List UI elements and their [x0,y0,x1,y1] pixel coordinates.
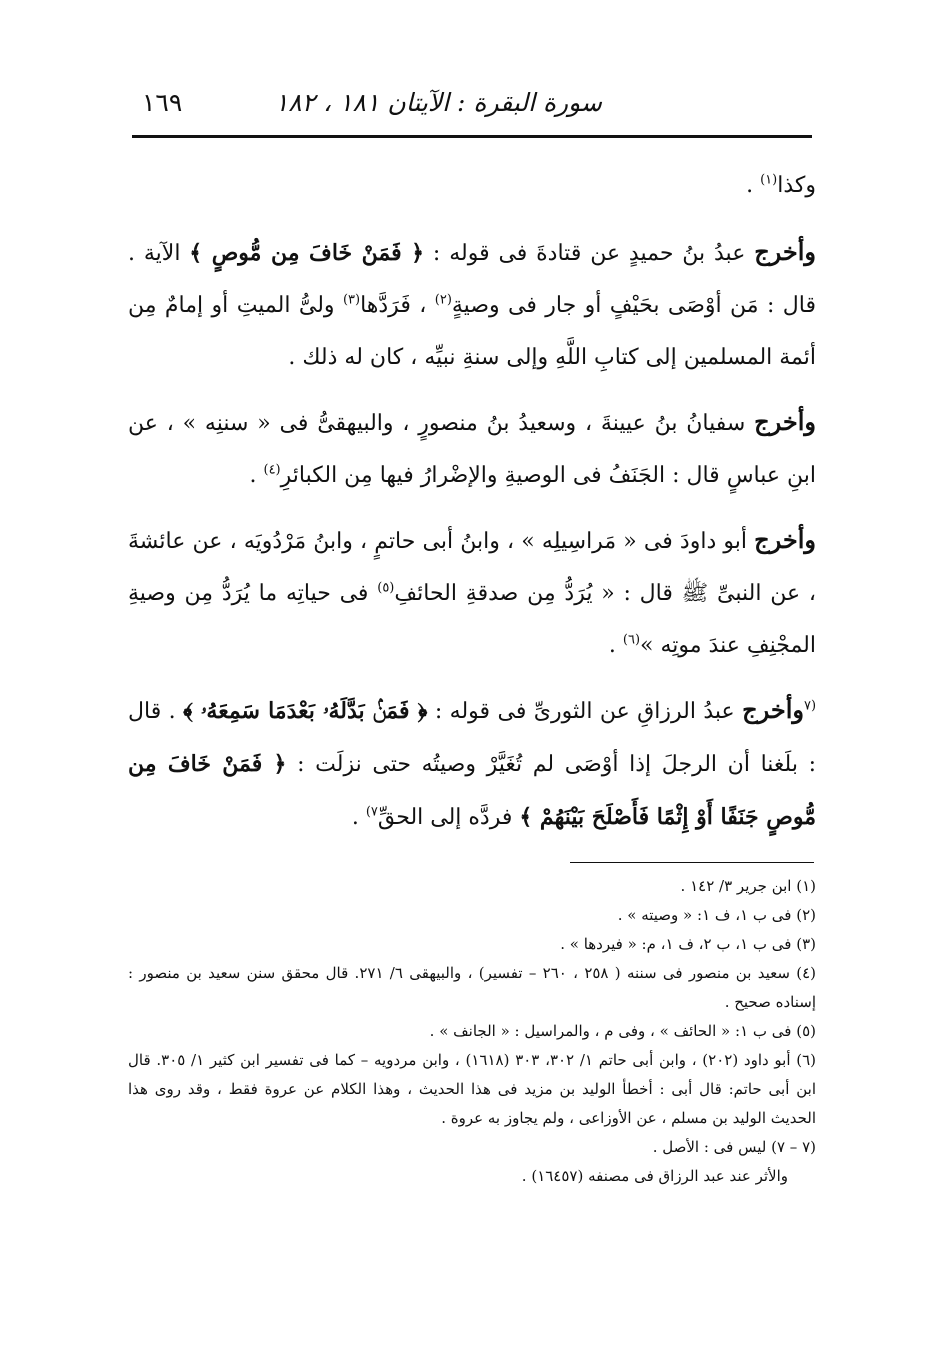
paragraph-text: عبدُ بنُ حميدٍ عن قتادةَ فى قوله : [424,241,755,266]
paragraph-lead: وأخرج [754,237,817,266]
footnote-ref-3: (٣) [342,292,361,308]
paragraph-lead: وأخرج [742,695,804,724]
footnote-4: (٤) سعيد بن منصور فى سننه ( ٢٥٨ ، ٢٦٠ – تفسير) ، والبيهقى ٦/ ٢٧١. قال محقق سنن سعيد بن منصور : إسناده صحيح . [128,964,816,1011]
footnote-5: (٥) فى ب ١: « الحائف » ، وفى م ، والمراسيل : « الجانف » . [429,1022,816,1040]
paragraph-sufyan [128,396,816,502]
paragraph-text: أبو داودَ فى « مَراسِيلِه » ، وابنُ أبى حاتمٍ ، وابنُ مَرْدُويَه ، عن عائشةَ ، عن النبىِّ ﷺ قال : « يُرَدُّ مِن صدقةِ الحائفِ [128,529,816,606]
footnote-1: (١) ابن جرير ٣/ ١٤٢ . [680,877,816,895]
footnote-ref-7-end: ٧) [365,804,378,820]
paragraph-text: ، فَرَدَّها [360,293,435,318]
quran-quote: ﴿ فَمَنْ خَافَ مِن مُّوصٍ جَنَفًا أَوْ إِثْمًا فَأَصْلَحَ بَيْنَهُمْ ﴾ [128,751,816,830]
paragraph-lead: وأخرج [754,407,816,436]
footnote-ref-1: (١) [760,172,778,188]
footnote-3: (٣) فى ب ١، ب ٢، ف ١، م: « فيردها » . [560,935,816,953]
running-header [132,86,812,126]
paragraph-text: . [608,633,623,658]
paragraph-text: . [351,805,366,830]
footnote-ref-6: (٦) [622,632,641,648]
paragraph-text: . قال : بلَغنا أن الرجلَ إذا أوْصَى لم تُغَيَّرْ وصيتُه حتى نزلَت : [128,699,816,777]
paragraph-abd-al-razzaq [128,684,816,844]
paragraph-text: ولىُّ الميتِ أو إمامٌ مِن أئمة المسلمين إلى كتابِ اللَّهِ وإلى سنةِ نبيِّه ، كان له ذلك . [128,293,816,370]
paragraph-text: فردَّه إلى الحقِّ [377,805,520,830]
paragraph-text: سفيانُ بنُ عيينةَ ، وسعيدُ بنُ منصورٍ ، والبيهقىُّ فى « سننِه » ، عن ابنِ عباسٍ قال : الجَنَفُ فى الوصيةِ والإضْرارُ فيها مِن الكبائرِ [128,411,816,488]
paragraph-intro [128,160,816,212]
footnote-7-continuation: والأثر عند عبد الرزاق فى مصنفه (١٦٤٥٧) . [521,1167,788,1185]
footnote-separator [570,862,814,863]
quran-quote: ﴿ فَمَنۢ بَدَّلَهُۥ بَعْدَمَا سَمِعَهُۥ ﴾ [183,698,428,724]
footnotes [128,872,816,1191]
paragraph-text: فى حياتِه ما يُرَدُّ مِن وصيةِ المجْنِفِ عندَ موتِه » [128,581,816,658]
page-number: ١٦٩ [142,88,183,117]
footnote-ref-4: (٤) [263,462,281,478]
paragraph-text: عبدُ الرزاقِ عن الثورىِّ فى قوله : [427,699,743,724]
footnote-2: (٢) فى ب ١، ف ١: « وصيته » . [617,906,816,924]
intro-tail: . [746,173,761,198]
paragraph-abu-dawud [128,514,816,672]
paragraph-lead: وأخرج [754,525,816,554]
footnote-ref-2: (٢) [434,292,452,308]
intro-text: وكذا [777,173,816,198]
header-rule [132,135,812,138]
footnote-ref-5: (٥) [377,580,395,596]
quran-quote: ﴿ فَمَنْ خَافَ مِن مُّوصٍ ﴾ [189,240,425,266]
footnote-ref-7-start: (٧ [803,698,817,714]
main-text [128,160,816,856]
footnote-7: (٧ – ٧) ليس فى : الأصل . [652,1138,816,1156]
paragraph-text: الآية . قال : مَن أوْصَى بحَيْفٍ أو جار فى وصيةٍ [128,241,816,318]
paragraph-qatada [128,226,816,384]
paragraph-text: . [249,463,264,488]
footnote-6: (٦) أبو داود (٢٠٢) ، وابن أبى حاتم ١/ ٣٠٢، ٣٠٣ (١٦١٨) ، وابن مردويه – كما فى تفسير ابن كثير ١/ ٣٠٥. قال ابن أبى حاتم: قال أبى : أخطأ الوليد بن مزيد فى هذا الحديث ، وهذا الكلام عن عروة فقط ، وقد روى هذا الحديث الوليد بن مسلم ، عن الأوزاعى ، ولم يجاوز به عروة . [128,1051,817,1127]
header-title: سورة البقرة : الآيتان ١٨١ ، ١٨٢ [274,88,602,117]
